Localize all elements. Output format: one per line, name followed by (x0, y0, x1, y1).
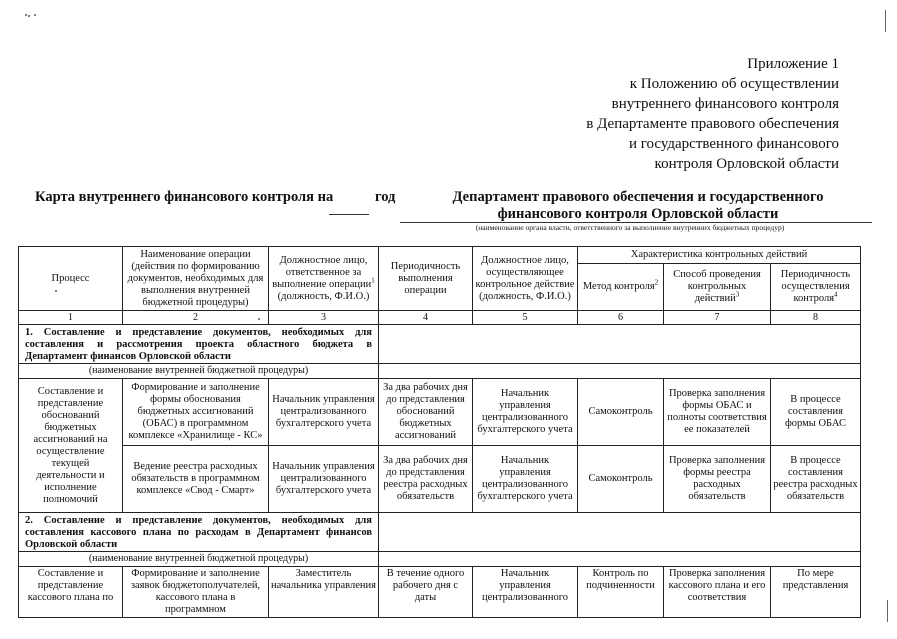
section-caption: (наименование внутренней бюджетной процедуры) (19, 364, 379, 379)
scan-speck (34, 14, 36, 16)
control-card-table (18, 246, 861, 618)
column-number: 7 (664, 311, 771, 325)
header-responsible (269, 247, 379, 311)
header-way-text: Способ проведения контрольных действий (673, 269, 761, 304)
cell-controller: Начальник управления централизованного бухгалтерского учета (473, 446, 578, 513)
cell-controller: Начальник управления централизованного (473, 567, 578, 618)
column-number: 8 (771, 311, 861, 325)
appendix-line: в Департаменте правового обеспечения (586, 116, 839, 132)
footnote-mark: 1 (371, 276, 375, 284)
header-method (578, 264, 664, 311)
appendix-line: контроля Орловской области (654, 156, 839, 172)
section-row (19, 513, 861, 552)
section-title: 2. Составление и представление документов, необходимых для составления кассового плана по расходам в Департамент финансов Орловской области (25, 515, 372, 550)
header-row (19, 247, 861, 264)
section-caption: (наименование внутренней бюджетной процедуры) (19, 552, 379, 567)
column-number: 5 (473, 311, 578, 325)
footnote-mark: 3 (735, 290, 740, 299)
cell-method: Самоконтроль (578, 446, 664, 513)
column-number: 2 (123, 311, 269, 325)
card-title: Карта внутреннего финансового контроля на (35, 189, 334, 205)
table-row (19, 446, 861, 513)
header-periodicity: Периодичность выполнения операции (379, 247, 473, 311)
appendix-line: Приложение 1 (747, 56, 839, 72)
column-number: 1 (19, 311, 123, 325)
cell-periodicity: За два рабочих дня до представления обоснований бюджетных ассигнований (379, 379, 473, 446)
cell-method: Контроль по подчиненности (578, 567, 664, 618)
section-row (19, 325, 861, 364)
header-control-period-text: Периодичность осуществления контроля (780, 269, 851, 304)
footnote-mark: 4 (834, 290, 838, 299)
header-responsible-tail: (должность, Ф.И.О.) (277, 290, 370, 302)
section-empty-cell (379, 513, 861, 552)
year-word: год (375, 189, 396, 205)
section-caption-empty (379, 364, 861, 379)
scan-speck (28, 15, 30, 17)
cell-way: Проверка заполнения формы реестра расходных обязательств (664, 446, 771, 513)
cell-method: Самоконтроль (578, 379, 664, 446)
column-number-row (19, 311, 861, 325)
header-responsible-text: Должностное лицо, ответственное за выполнение операции (272, 254, 372, 290)
section-caption-empty (379, 552, 861, 567)
department-caption: (наименование органа власти, ответственного за выполнение внутренних бюджетных процедур) (475, 223, 785, 232)
appendix-line: и государственного финансового (628, 136, 839, 152)
cell-control-period: В процессе составления реестра расходных обязательств (771, 446, 861, 513)
cell-control-period: По мере представления (771, 567, 861, 618)
header-controller: Должностное лицо, осуществляющее контрольное действие (должность, Ф.И.О.) (473, 247, 578, 311)
section-title-cell (19, 325, 379, 364)
cell-operation: Ведение реестра расходных обязательств в программном комплексе «Свод - Смарт» (123, 446, 269, 513)
cell-controller: Начальник управления централизованного бухгалтерского учета (473, 379, 578, 446)
column-number: 6 (578, 311, 664, 325)
section-empty-cell (379, 325, 861, 364)
cell-control-period: В процессе составления формы ОБАС (771, 379, 861, 446)
header-control-period (771, 264, 861, 311)
header-way (664, 264, 771, 311)
cell-periodicity: В течение одного рабочего дня с даты (379, 567, 473, 618)
section-caption-row (19, 364, 861, 379)
cell-process: Составление и представление обоснований бюджетных ассигнований на осуществление текущей деятельности и исполнение полномочий (19, 379, 123, 513)
appendix-header (479, 54, 839, 174)
scan-edge-mark (887, 600, 888, 622)
cell-responsible: Заместитель начальника управления (269, 567, 379, 618)
table-row (19, 379, 861, 446)
section-title-cell (19, 513, 379, 552)
table-row (19, 567, 861, 618)
scan-speck (25, 14, 27, 16)
footnote-mark: 2 (654, 278, 659, 287)
cell-process: Составление и представление кассового плана по (19, 567, 123, 618)
header-operation: Наименование операции (действия по формированию документов, необходимых для выполнения внутренней бюджетной процедуры) (123, 247, 269, 311)
header-control-group: Характеристика контрольных действий (578, 247, 861, 264)
appendix-line: внутреннего финансового контроля (611, 96, 839, 112)
cell-way: Проверка заполнения формы ОБАС и полноты соответствия ее показателей (664, 379, 771, 446)
cell-way: Проверка заполнения кассового плана и его соответствия (664, 567, 771, 618)
appendix-line: к Положению об осуществлении (629, 76, 839, 92)
year-blank-line (329, 214, 369, 215)
cell-responsible: Начальник управления централизованного бухгалтерского учета (269, 446, 379, 513)
section-caption-row (19, 552, 861, 567)
column-number: 4 (379, 311, 473, 325)
cell-operation: Формирование и заполнение формы обоснования бюджетных ассигнований (ОБАС) в программном комплексе «Хранилище - КС» (123, 379, 269, 446)
section-title: 1. Составление и представление документов, необходимых для составления и рассмотрения проекта областного бюджета в Департамент финансов Орловской области (25, 327, 372, 362)
cell-responsible: Начальник управления централизованного бухгалтерского учета (269, 379, 379, 446)
cell-periodicity: За два рабочих дня до представления реестра расходных обязательств (379, 446, 473, 513)
cell-operation: Формирование и заполнение заявок бюджетополучателей, кассового плана в программном (123, 567, 269, 618)
column-number: 3 (269, 311, 379, 325)
scan-edge-mark (885, 10, 886, 32)
header-method-text: Метод контроля (582, 281, 655, 292)
header-process: Процесс (19, 247, 123, 311)
department-name: Департамент правового обеспечения и государственного финансового контроля Орловской области (452, 189, 824, 222)
